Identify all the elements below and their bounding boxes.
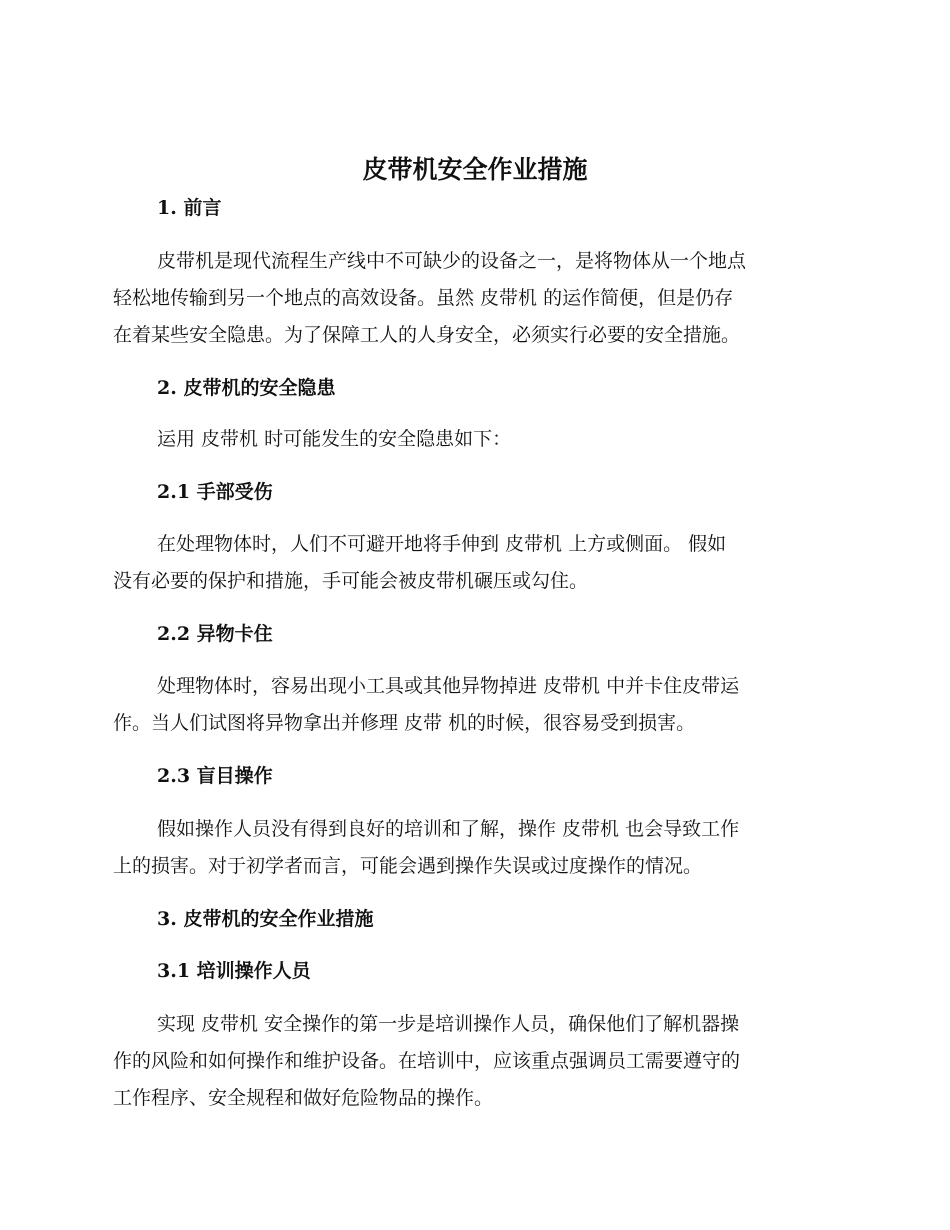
section-heading-foreign-object: 2.2 异物卡住 (157, 623, 273, 645)
paragraph-line: 假如操作人员没有得到良好的培训和了解，操作 皮带机 也会导致工作 (157, 818, 740, 840)
paragraph-line: 作的风险和如何操作和维护设备。在培训中，应该重点强调员工需要遵守的 (113, 1050, 741, 1072)
paragraph-line: 处理物体时，容易出现小工具或其他异物掉进 皮带机 中并卡住皮带运 (157, 675, 740, 697)
section-heading-hand-injury: 2.1 手部受伤 (157, 481, 273, 503)
paragraph-line: 运用 皮带机 时可能发生的安全隐患如下： (157, 428, 512, 450)
paragraph-line: 在处理物体时，人们不可避开地将手伸到 皮带机 上方或侧面。 假如 (157, 533, 727, 555)
section-paragraph-training (113, 1006, 835, 1117)
paragraph-line: 皮带机是现代流程生产线中不可缺少的设备之一，是将物体从一个地点 (157, 250, 747, 272)
paragraph-line: 上的损害。对于初学者而言，可能会遇到操作失误或过度操作的情况。 (113, 855, 703, 877)
section-heading-safety-measures: 3. 皮带机的安全作业措施 (157, 908, 374, 930)
section-heading-preface: 1. 前言 (157, 197, 222, 219)
document-title: 皮带机安全作业措施 (362, 155, 588, 184)
section-heading-hazards: 2. 皮带机的安全隐患 (157, 377, 336, 399)
paragraph-line: 实现 皮带机 安全操作的第一步是培训操作人员，确保他们了解机器操 (157, 1013, 740, 1035)
section-paragraph-blind-operation (113, 811, 835, 885)
section-paragraph-foreign-object (113, 668, 835, 742)
section-paragraph-hand-injury (113, 526, 835, 600)
paragraph-line: 在着某些安全隐患。为了保障工人的人身安全，必须实行必要的安全措施。 (113, 324, 741, 346)
paragraph-line: 作。当人们试图将异物拿出并修理 皮带 机的时候，很容易受到损害。 (113, 712, 696, 734)
section-heading-training: 3.1 培训操作人员 (157, 960, 311, 982)
paragraph-line: 轻松地传输到另一个地点的高效设备。虽然 皮带机 的运作简便，但是仍存 (113, 287, 734, 309)
section-heading-blind-operation: 2.3 盲目操作 (157, 765, 273, 787)
section-paragraph-hazards (113, 421, 835, 458)
section-paragraph-preface (113, 243, 835, 354)
paragraph-line: 工作程序、安全规程和做好危险物品的操作。 (113, 1087, 494, 1109)
paragraph-line: 没有必要的保护和措施，手可能会被皮带机碾压或勾住。 (113, 570, 589, 592)
